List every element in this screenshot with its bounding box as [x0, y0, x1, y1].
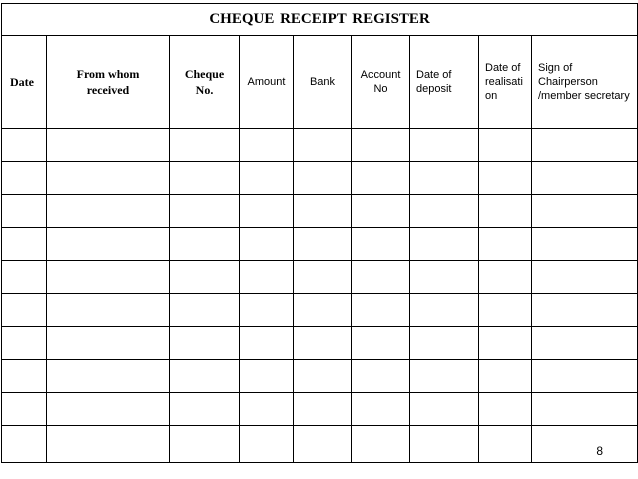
cell-bank[interactable] — [294, 195, 352, 228]
col-account-no-header: Account No — [352, 36, 410, 129]
cell-date[interactable] — [2, 195, 47, 228]
cell-account-no[interactable] — [352, 195, 410, 228]
cell-amount[interactable] — [240, 426, 294, 463]
col-from-whom-header: From whom received — [47, 36, 170, 129]
cell-date-of-deposit[interactable] — [410, 327, 479, 360]
cell-bank[interactable] — [294, 129, 352, 162]
cell-cheque-no[interactable] — [170, 162, 240, 195]
cell-from-whom[interactable] — [47, 195, 170, 228]
table-row — [2, 327, 638, 360]
cell-sign[interactable] — [532, 360, 638, 393]
cell-from-whom[interactable] — [47, 393, 170, 426]
cell-date-of-realisation[interactable] — [479, 294, 532, 327]
col-date-header: Date — [2, 36, 47, 129]
cell-sign[interactable] — [532, 393, 638, 426]
cell-amount[interactable] — [240, 195, 294, 228]
cell-date-of-realisation[interactable] — [479, 393, 532, 426]
cell-date-of-realisation[interactable] — [479, 426, 532, 463]
cell-from-whom[interactable] — [47, 162, 170, 195]
cell-sign[interactable] — [532, 327, 638, 360]
cell-date-of-deposit[interactable] — [410, 426, 479, 463]
table-row — [2, 228, 638, 261]
page-number: 8 — [532, 426, 638, 463]
cell-date[interactable] — [2, 162, 47, 195]
cell-from-whom[interactable] — [47, 129, 170, 162]
cell-account-no[interactable] — [352, 228, 410, 261]
cell-date-of-realisation[interactable] — [479, 162, 532, 195]
cell-date-of-realisation[interactable] — [479, 195, 532, 228]
cell-account-no[interactable] — [352, 426, 410, 463]
col-sign-header: Sign of Chairperson /member secretary — [532, 36, 638, 129]
cell-sign[interactable] — [532, 228, 638, 261]
cell-amount[interactable] — [240, 294, 294, 327]
cell-amount[interactable] — [240, 360, 294, 393]
cell-date[interactable] — [2, 360, 47, 393]
cell-date[interactable] — [2, 129, 47, 162]
table-row — [2, 426, 638, 463]
cell-bank[interactable] — [294, 294, 352, 327]
register-title: CHEQUE RECEIPT REGISTER — [2, 4, 638, 36]
cell-account-no[interactable] — [352, 162, 410, 195]
cell-date[interactable] — [2, 426, 47, 463]
table-row — [2, 261, 638, 294]
col-date-of-realisation-header: Date of realisati on — [479, 36, 532, 129]
col-cheque-no-header: Cheque No. — [170, 36, 240, 129]
cell-from-whom[interactable] — [47, 261, 170, 294]
cheque-receipt-register-table — [1, 3, 638, 463]
cell-cheque-no[interactable] — [170, 195, 240, 228]
table-row — [2, 393, 638, 426]
cell-amount[interactable] — [240, 393, 294, 426]
cell-date-of-realisation[interactable] — [479, 360, 532, 393]
cell-cheque-no[interactable] — [170, 294, 240, 327]
table-row — [2, 360, 638, 393]
cell-sign[interactable] — [532, 294, 638, 327]
cell-from-whom[interactable] — [47, 360, 170, 393]
cell-cheque-no[interactable] — [170, 228, 240, 261]
cell-sign[interactable] — [532, 162, 638, 195]
cell-account-no[interactable] — [352, 129, 410, 162]
cell-amount[interactable] — [240, 327, 294, 360]
cell-account-no[interactable] — [352, 360, 410, 393]
cell-bank[interactable] — [294, 228, 352, 261]
cell-sign[interactable] — [532, 261, 638, 294]
cell-sign[interactable] — [532, 195, 638, 228]
cell-account-no[interactable] — [352, 261, 410, 294]
cell-account-no[interactable] — [352, 393, 410, 426]
cell-from-whom[interactable] — [47, 228, 170, 261]
cell-amount[interactable] — [240, 129, 294, 162]
cell-date-of-deposit[interactable] — [410, 393, 479, 426]
cell-from-whom[interactable] — [47, 426, 170, 463]
cell-date[interactable] — [2, 327, 47, 360]
cell-bank[interactable] — [294, 393, 352, 426]
cell-bank[interactable] — [294, 327, 352, 360]
cell-bank[interactable] — [294, 261, 352, 294]
cell-account-no[interactable] — [352, 327, 410, 360]
cell-cheque-no[interactable] — [170, 129, 240, 162]
cell-sign[interactable] — [532, 129, 638, 162]
cell-cheque-no[interactable] — [170, 261, 240, 294]
cell-amount[interactable] — [240, 228, 294, 261]
col-bank-header: Bank — [294, 36, 352, 129]
cell-amount[interactable] — [240, 162, 294, 195]
table-row — [2, 162, 638, 195]
cell-date-of-deposit[interactable] — [410, 294, 479, 327]
cell-date-of-deposit[interactable] — [410, 261, 479, 294]
col-amount-header: Amount — [240, 36, 294, 129]
cell-date-of-deposit[interactable] — [410, 360, 479, 393]
cell-date[interactable] — [2, 228, 47, 261]
cell-from-whom[interactable] — [47, 294, 170, 327]
table-row — [2, 294, 638, 327]
cell-date[interactable] — [2, 261, 47, 294]
cell-date-of-deposit[interactable] — [410, 195, 479, 228]
cell-bank[interactable] — [294, 360, 352, 393]
cell-from-whom[interactable] — [47, 327, 170, 360]
cell-bank[interactable] — [294, 426, 352, 463]
cell-date-of-deposit[interactable] — [410, 228, 479, 261]
cell-date-of-deposit[interactable] — [410, 129, 479, 162]
cell-date-of-realisation[interactable] — [479, 327, 532, 360]
header-row — [2, 36, 638, 129]
cell-amount[interactable] — [240, 261, 294, 294]
table-row — [2, 195, 638, 228]
cell-cheque-no[interactable] — [170, 426, 240, 463]
cell-date-of-realisation[interactable] — [479, 261, 532, 294]
cell-cheque-no[interactable] — [170, 327, 240, 360]
cell-bank[interactable] — [294, 162, 352, 195]
cell-cheque-no[interactable] — [170, 393, 240, 426]
cell-date[interactable] — [2, 294, 47, 327]
cell-date-of-deposit[interactable] — [410, 162, 479, 195]
col-date-of-deposit-header: Date of deposit — [410, 36, 479, 129]
cell-cheque-no[interactable] — [170, 360, 240, 393]
table-row — [2, 129, 638, 162]
cell-date-of-realisation[interactable] — [479, 228, 532, 261]
cell-date[interactable] — [2, 393, 47, 426]
cell-account-no[interactable] — [352, 294, 410, 327]
cell-date-of-realisation[interactable] — [479, 129, 532, 162]
